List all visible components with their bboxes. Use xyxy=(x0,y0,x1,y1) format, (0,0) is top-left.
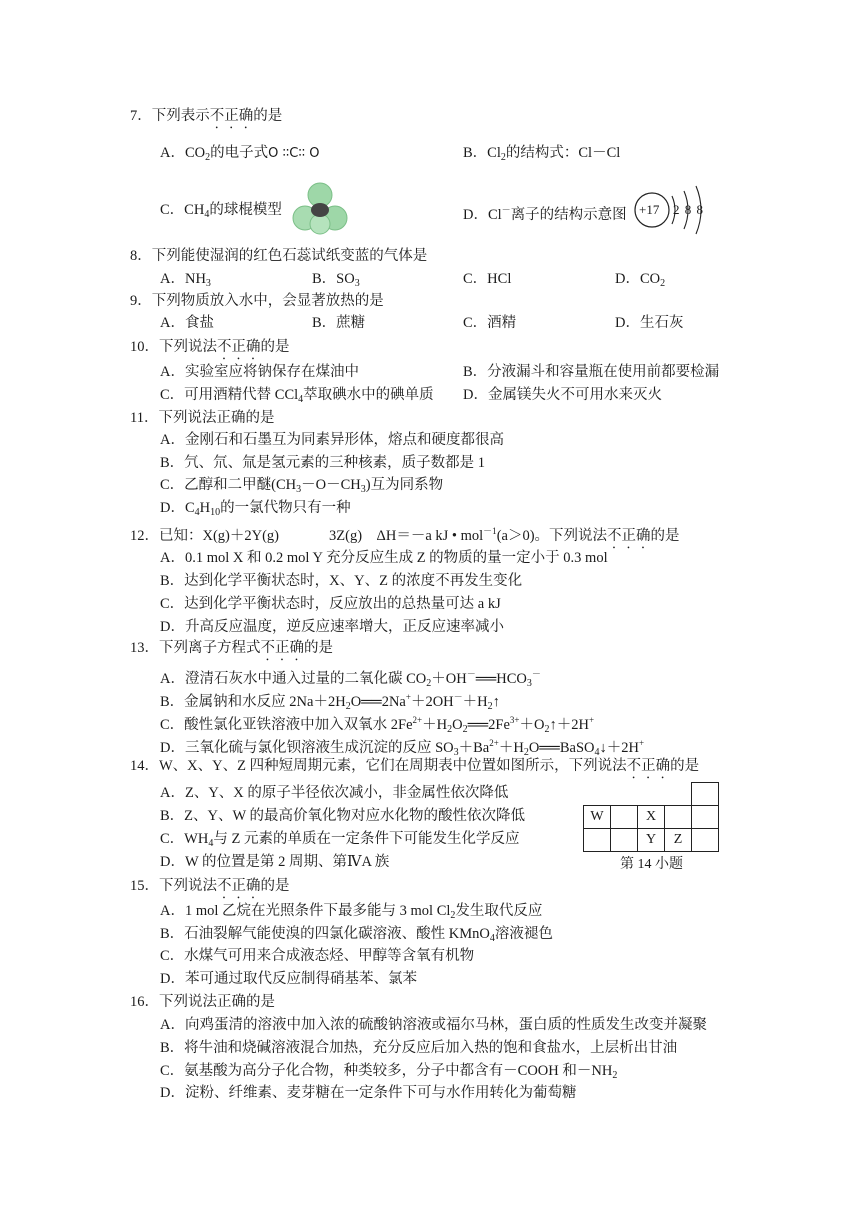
q12-option-b: B．达到化学平衡状态时，X、Y、Z 的浓度不再发生变化 xyxy=(160,573,523,589)
q10-option-d: D．金属镁失火不可用水来灭火 xyxy=(463,387,662,403)
cell-z: Z xyxy=(665,829,692,852)
q14-option-a: A．Z、Y、X 的原子半径依次减小，非金属性依次降低 xyxy=(160,785,509,801)
q8-option-a: A．$NH_3$ xyxy=(160,271,211,289)
empty-cell xyxy=(611,806,638,829)
q11-option-c: C．乙醇和二甲醚$(CH_3-O-CH_3)$互为同系物 xyxy=(160,477,444,495)
q12-option-a: A．0.1 mol X 和 0.2 mol Y 充分反应生成 Z 的物质的量一定小于 0.3 mol xyxy=(160,550,608,566)
question-10-stem: 10．下列说法不正确的是 xyxy=(130,339,290,355)
question-7-stem: 7．下列表示不正确的是 xyxy=(130,108,283,124)
q12-option-c: C．达到化学平衡状态时，反应放出的总热量可达 a kJ xyxy=(160,596,501,612)
question-13-stem: 13．下列离子方程式不正确的是 xyxy=(130,640,333,656)
question-11-stem: 11．下列说法正确的是 xyxy=(130,410,275,426)
q16-option-a: A．向鸡蛋清的溶液中加入浓的硫酸钠溶液或福尔马林，蛋白质的性质发生改变并凝聚 xyxy=(160,1017,707,1033)
q11-option-a: A．金刚石和石墨互为同素异形体，熔点和硬度都很高 xyxy=(160,432,504,448)
cell-w: W xyxy=(584,806,611,829)
q13-option-b: B．金属钠和水反应 $2Na+2H_2O══2Na^++2OH^-+H_2↑$ xyxy=(160,692,500,712)
q15-option-c: C．水煤气可用来合成液态烃、甲醇等含氧有机物 xyxy=(160,948,475,964)
q10-option-a: A．实验室应将钠保存在煤油中 xyxy=(160,364,359,380)
q13-option-a: A．澄清石灰水中通入过量的二氧化碳 $CO_2+OH^-══HCO_3^-$ xyxy=(160,669,541,689)
q7-option-b: B．$Cl_2$的结构式：Cl－Cl xyxy=(463,145,621,163)
chloride-nucleus-label: +17 xyxy=(639,202,660,217)
q8-option-b: B．$SO_3$ xyxy=(312,271,360,289)
q8-option-c: C．HCl xyxy=(463,271,512,287)
q13-option-d: D．三氧化硫与氯化钡溶液生成沉淀的反应 $SO_3+Ba^{2+}+H_2O══BaSO_4↓+2H^+$ xyxy=(160,738,645,758)
q10-option-b: B．分液漏斗和容量瓶在使用前都要检漏 xyxy=(463,364,720,380)
cell-y: Y xyxy=(638,829,665,852)
q8-option-d: D．$CO_2$ xyxy=(615,271,666,289)
q14-option-c: C．$WH_4$与 Z 元素的单质在一定条件下可能发生化学反应 xyxy=(160,831,520,849)
q7-option-d: D．Cl－离子的结构示意图 xyxy=(463,205,627,223)
question-14-stem: 14．W、X、Y、Z 四种短周期元素，它们在周期表中位置如图所示，下列说法不正确的是 xyxy=(130,758,700,774)
question-9-stem: 9．下列物质放入水中，会显著放热的是 xyxy=(130,293,384,309)
question-8-stem: 8．下列能使湿润的红色石蕊试纸变蓝的气体是 xyxy=(130,248,428,264)
q13-option-c: C．酸性氯化亚铁溶液中加入双氧水 $2Fe^{2+}+H_2O_2══2Fe^{3+}+O_2↑+2H^+$ xyxy=(160,715,595,735)
empty-cell xyxy=(611,829,638,852)
q9-option-d: D．生石灰 xyxy=(615,315,684,331)
methane-ball-model-image xyxy=(292,182,348,236)
q14-option-d: D．W 的位置是第 2 周期、第ⅣA 族 xyxy=(160,854,390,870)
q9-option-b: B．蔗糖 xyxy=(312,315,366,331)
question-16-stem: 16．下列说法正确的是 xyxy=(130,994,275,1010)
q10-option-c: C．可用酒精代替 CCl$_4$萃取碘水中的碘单质 xyxy=(160,387,434,405)
q9-option-c: C．酒精 xyxy=(463,315,517,331)
cell-x: X xyxy=(638,806,665,829)
q7-option-a: A．$CO_2$的电子式O ∶∶C∶∶ O xyxy=(160,145,320,163)
q7-option-c: C．$CH_4$的球棍模型 xyxy=(160,202,282,220)
q15-option-a: A．1 mol 乙烷在光照条件下最多能与 3 mol $Cl_2$发生取代反应 xyxy=(160,903,543,921)
chloride-electron-shells: 2 8 8 xyxy=(673,202,703,217)
q15-option-b: B．石油裂解气能使溴的四氯化碳溶液、酸性 KMnO$_4$溶液褪色 xyxy=(160,926,553,944)
question-12-stem: 12．已知：X(g)＋2Y(g) 3Z(g) ΔH＝－a kJ • mol$^{-1}$(a＞0)。下列说法不正确的是 xyxy=(130,526,680,544)
q11-option-b: B．氕、氘、氚是氢元素的三种核素，质子数都是 1 xyxy=(160,455,486,471)
empty-cell xyxy=(665,806,692,829)
empty-cell xyxy=(692,806,719,829)
empty-cell xyxy=(692,829,719,852)
q15-option-d: D．苯可通过取代反应制得硝基苯、氯苯 xyxy=(160,971,417,987)
q14-option-b: B．Z、Y、W 的最高价氧化物对应水化物的酸性依次降低 xyxy=(160,808,526,824)
empty-cell xyxy=(692,783,719,806)
q16-option-d: D．淀粉、纤维素、麦芽糖在一定条件下可与水作用转化为葡萄糖 xyxy=(160,1085,577,1101)
q16-option-c: C．氨基酸为高分子化合物，种类较多，分子中都含有－COOH 和$-NH_2$ xyxy=(160,1063,618,1081)
q16-option-b: B．将牛油和烧碱溶液混合加热，充分反应后加入热的饱和食盐水，上层析出甘油 xyxy=(160,1040,678,1056)
q11-option-d: D．$C_4H_{10}$的一氯代物只有一种 xyxy=(160,500,351,518)
question-15-stem: 15．下列说法不正确的是 xyxy=(130,878,290,894)
empty-cell xyxy=(584,829,611,852)
q12-option-d: D．升高反应温度，逆反应速率增大，正反应速率减小 xyxy=(160,619,504,635)
periodic-table-fragment xyxy=(583,782,719,852)
q9-option-a: A．食盐 xyxy=(160,315,214,331)
q14-figure-caption: 第 14 小题 xyxy=(620,857,683,872)
